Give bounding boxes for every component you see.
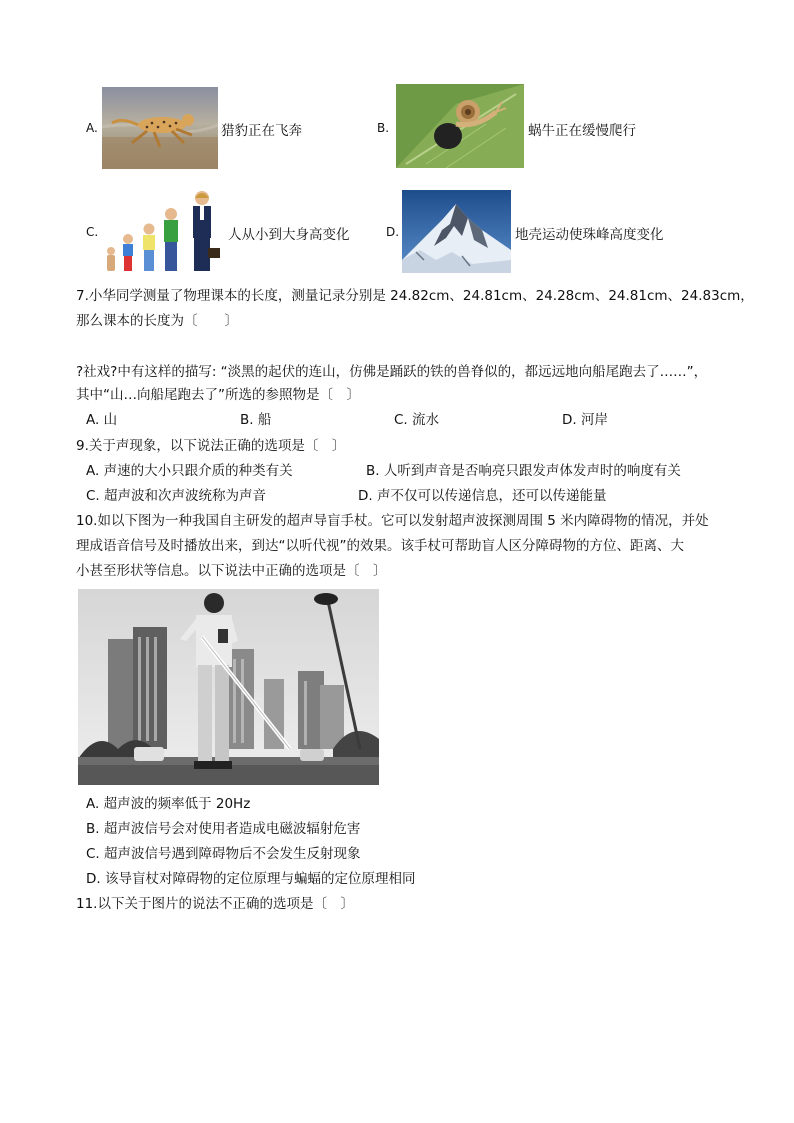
q8-line1: ?社戏?中有这样的描写: “淡黑的起伏的连山，仿佛是踊跃的铁的兽脊似的，都远远地向船尾跑去了……”， <box>76 364 708 380</box>
q8-option-a: A. 山 <box>86 412 118 428</box>
option-d-letter: D. <box>386 225 400 239</box>
blind-cane-photo <box>78 589 379 785</box>
q9-option-b: B. 人听到声音是否响亮只跟发声体发声时的响度有关 <box>366 463 681 479</box>
q10-line2: 理成语音信号及时播放出来，到达“以听代视”的效果。该手杖可帮助盲人区分障碍物的方位、距离、大 <box>76 538 684 554</box>
option-c-letter: C. <box>86 225 99 239</box>
q8-option-d: D. 河岸 <box>562 412 608 428</box>
q10-option-b: B. 超声波信号会对使用者造成电磁波辐射危害 <box>86 821 361 837</box>
option-d-caption: 地壳运动使珠峰高度变化 <box>515 227 664 243</box>
option-a-letter: A. <box>86 121 98 135</box>
q9-stem: 9.关于声现象，以下说法正确的选项是〔 〕 <box>76 438 346 454</box>
q8-option-c: C. 流水 <box>394 412 440 428</box>
q10-option-d: D. 该导盲杖对障碍物的定位原理与蝙蝠的定位原理相同 <box>86 871 416 887</box>
everest-image <box>402 190 511 273</box>
option-a-caption: 猎豹正在飞奔 <box>221 123 302 139</box>
q8-option-b: B. 船 <box>240 412 272 428</box>
snail-image <box>396 84 524 168</box>
q10-line1: 10.如以下图为一种我国自主研发的超声导盲手杖。它可以发射超声波探测周围 5 米内障碍物的情况，并处 <box>76 513 709 529</box>
q7-line2: 那么课本的长度为〔 〕 <box>76 313 238 329</box>
people-growing-image <box>104 190 224 274</box>
q8-line2: 其中“山…向船尾跑去了”所选的参照物是〔 〕 <box>76 387 360 403</box>
q11-stem: 11.以下关于图片的说法不正确的选项是〔 〕 <box>76 896 354 912</box>
q9-option-c: C. 超声波和次声波统称为声音 <box>86 488 267 504</box>
q9-option-a: A. 声速的大小只跟介质的种类有关 <box>86 463 293 479</box>
q9-option-d: D. 声不仅可以传递信息，还可以传递能量 <box>358 488 607 504</box>
option-c-caption: 人从小到大身高变化 <box>228 227 350 243</box>
option-b-caption: 蜗牛正在缓慢爬行 <box>528 123 636 139</box>
q10-option-a: A. 超声波的频率低于 20Hz <box>86 796 251 812</box>
q10-option-c: C. 超声波信号遇到障碍物后不会发生反射现象 <box>86 846 361 862</box>
option-b-letter: B. <box>377 121 390 135</box>
q10-line3: 小甚至形状等信息。以下说法中正确的选项是〔 〕 <box>76 563 387 579</box>
q7-line1: 7.小华同学测量了物理课本的长度，测量记录分别是 24.82cm、24.81cm、24.28cm、24.81cm、24.83cm， <box>76 288 754 304</box>
cheetah-image <box>102 87 218 169</box>
